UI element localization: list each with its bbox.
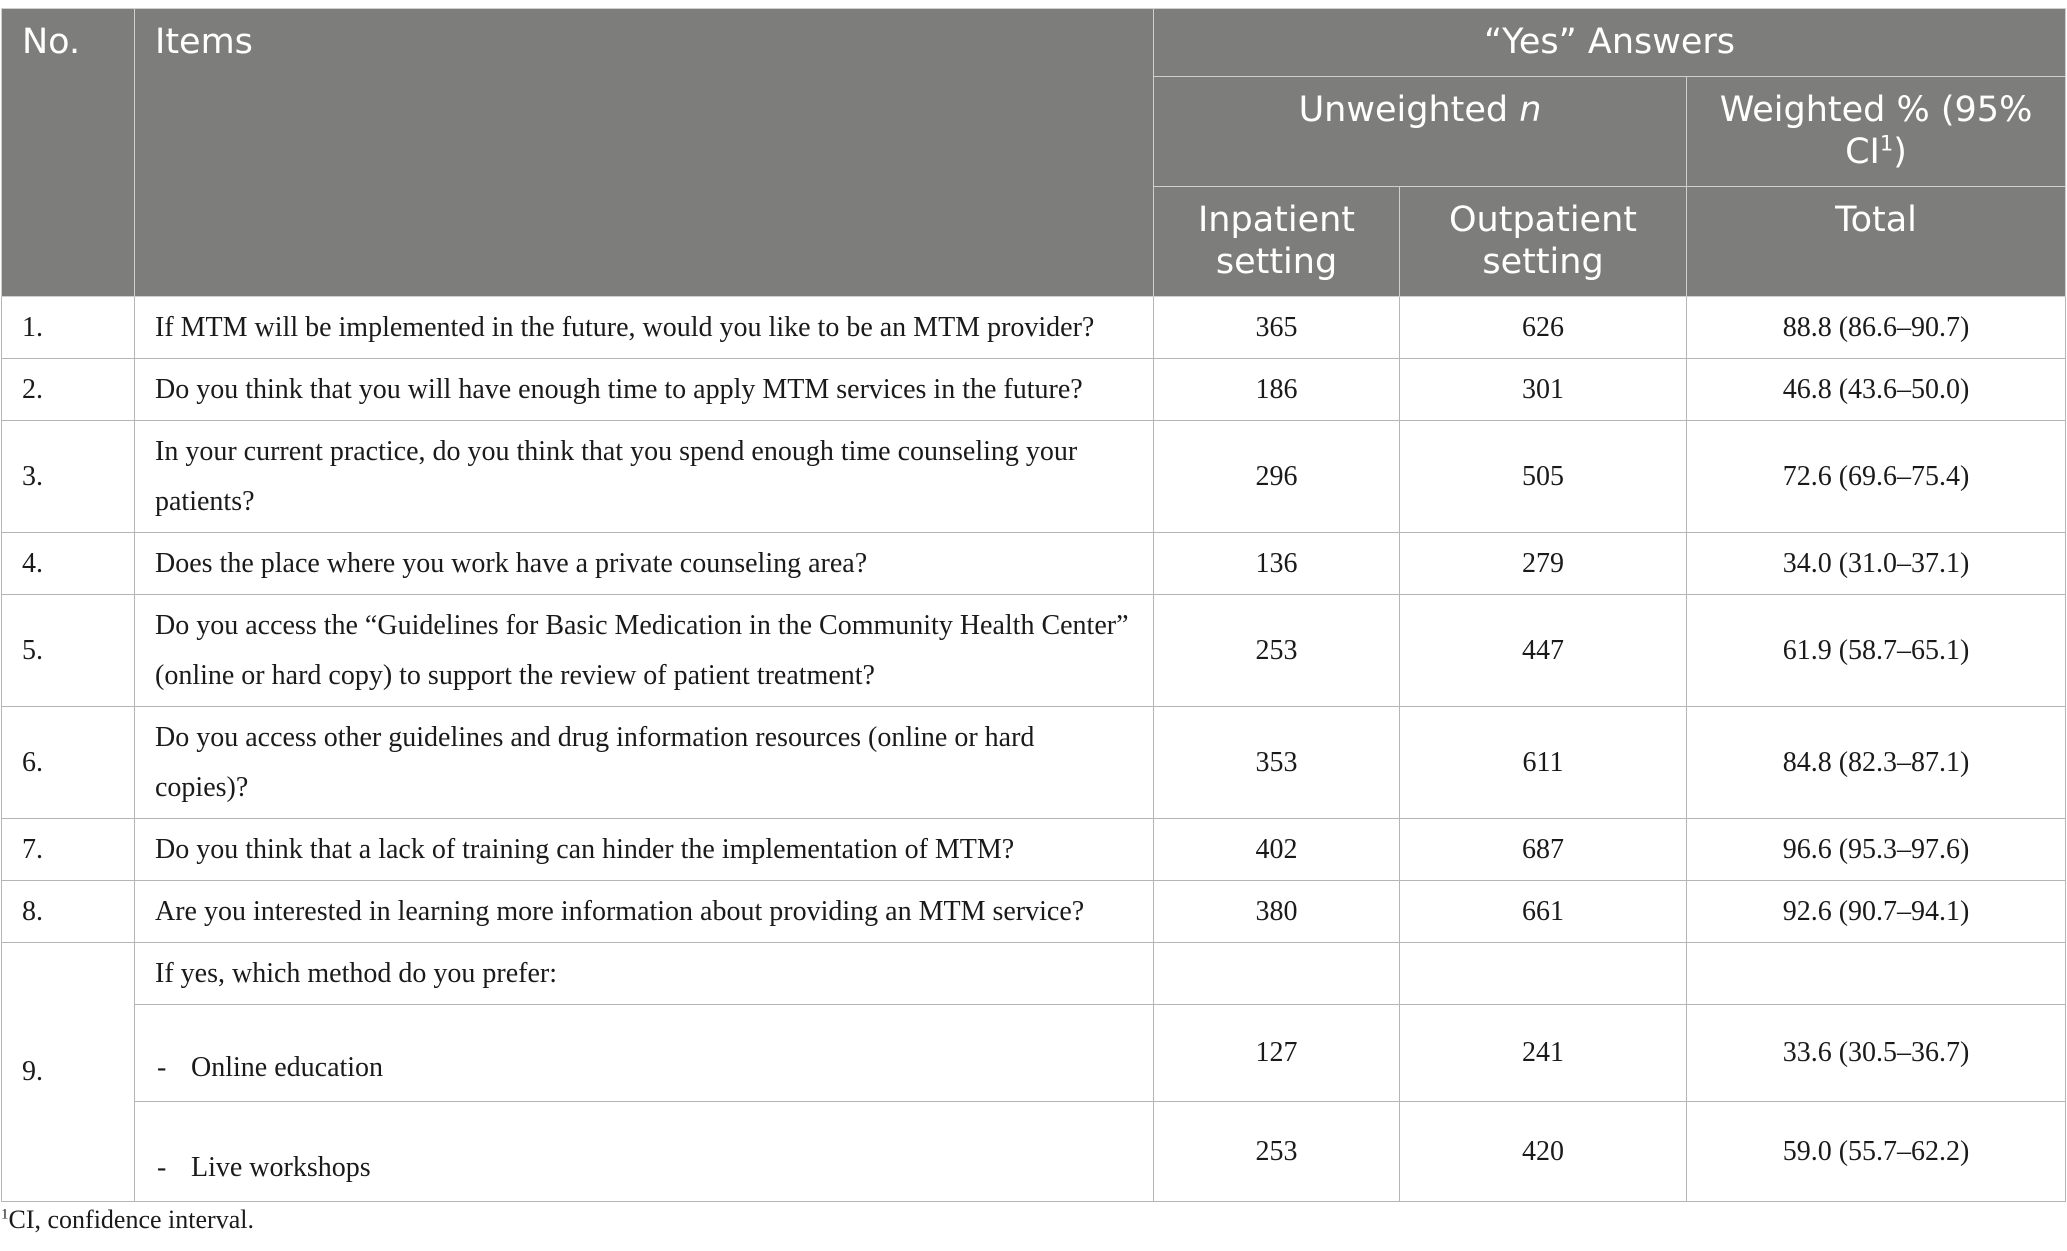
table-row	[2, 533, 2066, 595]
table-row	[2, 359, 2066, 421]
row-total: 96.6 (95.3–97.6)	[1687, 819, 2066, 881]
header-no: No.	[2, 9, 135, 297]
row-inpatient: 296	[1154, 421, 1400, 533]
row-inpatient-empty	[1154, 943, 1400, 1005]
option-dash: -	[157, 1152, 167, 1183]
row-number: 3.	[2, 421, 135, 533]
header-outpatient: Outpatient setting	[1400, 187, 1687, 297]
survey-table	[1, 8, 2066, 1202]
table-row	[2, 707, 2066, 819]
footnote-mark: 1	[1, 1206, 9, 1223]
row-inpatient: 402	[1154, 819, 1400, 881]
table-body	[2, 297, 2066, 1202]
row-outpatient: 661	[1400, 881, 1687, 943]
row-total: 61.9 (58.7–65.1)	[1687, 595, 2066, 707]
row-total: 46.8 (43.6–50.0)	[1687, 359, 2066, 421]
table-row	[2, 595, 2066, 707]
row-total: 92.6 (90.7–94.1)	[1687, 881, 2066, 943]
header-weighted	[1687, 77, 2066, 187]
row-total: 88.8 (86.6–90.7)	[1687, 297, 2066, 359]
row-outpatient: 626	[1400, 297, 1687, 359]
row-outpatient: 241	[1400, 1005, 1687, 1102]
row-total-empty	[1687, 943, 2066, 1005]
row-number: 8.	[2, 881, 135, 943]
row-question: If yes, which method do you prefer:	[135, 943, 1154, 1005]
header-yes-answers: “Yes” Answers	[1154, 9, 2066, 77]
option-online-education	[135, 1005, 1154, 1102]
row-number: 1.	[2, 297, 135, 359]
header-weighted-label: Weighted % (95% CI	[1719, 90, 2033, 172]
header-weighted-close: )	[1893, 132, 1907, 172]
row-number: 5.	[2, 595, 135, 707]
option-live-workshops	[135, 1102, 1154, 1202]
row-item: Do you access other guidelines and drug information resources (online or hard copies)?	[135, 707, 1154, 819]
footnote-text: CI, confidence interval.	[8, 1205, 254, 1234]
row-item: Do you access the “Guidelines for Basic Medication in the Community Health Center” (online or hard copy) to support the review of patient treatment?	[135, 595, 1154, 707]
row-outpatient: 301	[1400, 359, 1687, 421]
option-label: Live workshops	[191, 1152, 371, 1183]
header-unweighted	[1154, 77, 1687, 187]
row-inpatient: 186	[1154, 359, 1400, 421]
row-number: 4.	[2, 533, 135, 595]
header-unweighted-n: n	[1519, 90, 1542, 130]
header-total: Total	[1687, 187, 2066, 297]
row-item: In your current practice, do you think that you spend enough time counseling your patients?	[135, 421, 1154, 533]
row-outpatient: 279	[1400, 533, 1687, 595]
row-outpatient: 505	[1400, 421, 1687, 533]
row-number: 7.	[2, 819, 135, 881]
table-row	[2, 1005, 2066, 1102]
row-total: 72.6 (69.6–75.4)	[1687, 421, 2066, 533]
row-item: Does the place where you work have a private counseling area?	[135, 533, 1154, 595]
row-outpatient: 447	[1400, 595, 1687, 707]
row-total: 84.8 (82.3–87.1)	[1687, 707, 2066, 819]
option-dash: -	[157, 1052, 167, 1083]
table-row	[2, 421, 2066, 533]
row-item: Do you think that you will have enough time to apply MTM services in the future?	[135, 359, 1154, 421]
header-items: Items	[135, 9, 1154, 297]
row-inpatient: 253	[1154, 595, 1400, 707]
header-weighted-footnote-mark: 1	[1879, 131, 1894, 156]
survey-table-container	[1, 8, 2065, 1202]
table-row	[2, 297, 2066, 359]
row-total: 59.0 (55.7–62.2)	[1687, 1102, 2066, 1202]
row-total: 33.6 (30.5–36.7)	[1687, 1005, 2066, 1102]
row-inpatient: 253	[1154, 1102, 1400, 1202]
row-item: Do you think that a lack of training can hinder the implementation of MTM?	[135, 819, 1154, 881]
header-inpatient: Inpatient setting	[1154, 187, 1400, 297]
row-total: 34.0 (31.0–37.1)	[1687, 533, 2066, 595]
table-row	[2, 881, 2066, 943]
row-outpatient: 687	[1400, 819, 1687, 881]
row-outpatient: 611	[1400, 707, 1687, 819]
row-number: 6.	[2, 707, 135, 819]
row-outpatient: 420	[1400, 1102, 1687, 1202]
row-number: 9.	[2, 943, 135, 1202]
row-inpatient: 353	[1154, 707, 1400, 819]
footnote	[1, 1205, 254, 1235]
row-inpatient: 136	[1154, 533, 1400, 595]
table-row	[2, 943, 2066, 1005]
row-inpatient: 380	[1154, 881, 1400, 943]
option-label: Online education	[191, 1052, 384, 1083]
row-outpatient-empty	[1400, 943, 1687, 1005]
row-item: Are you interested in learning more information about providing an MTM service?	[135, 881, 1154, 943]
table-header	[2, 9, 2066, 297]
row-inpatient: 127	[1154, 1005, 1400, 1102]
table-row	[2, 819, 2066, 881]
row-item: If MTM will be implemented in the future, would you like to be an MTM provider?	[135, 297, 1154, 359]
row-number: 2.	[2, 359, 135, 421]
row-inpatient: 365	[1154, 297, 1400, 359]
table-row	[2, 1102, 2066, 1202]
header-unweighted-label: Unweighted	[1298, 90, 1520, 130]
